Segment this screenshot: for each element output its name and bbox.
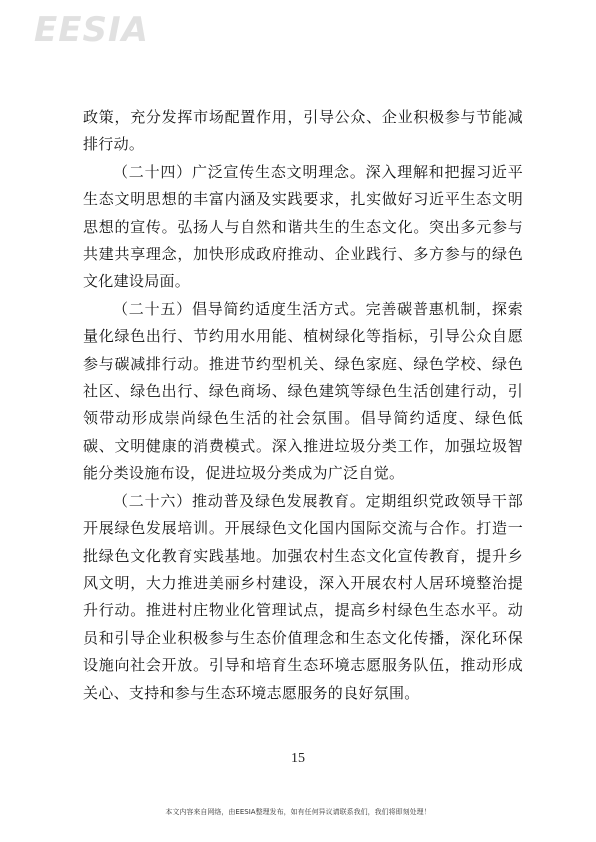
paragraph-24: （二十四）广泛宣传生态文明理念。深入理解和把握习近平生态文明思想的丰富内涵及实践要求，扎实做好习近平生态文明思想的宣传。弘扬人与自然和谐共生的生态文化。突出多元参与共建共享理念，加快形成政府推动、企业践行、多方参与的绿色文化建设局面。 [83, 162, 523, 291]
paragraph-25: （二十五）倡导简约适度生活方式。完善碳普惠机制，探索量化绿色出行、节约用水用能、植树绿化等指标，引导公众自愿参与碳减排行动。推进节约型机关、绿色家庭、绿色学校、绿色社区、绿色出行、绿色商场、绿色建筑等绿色生活创建行动，引领带动形成崇尚绿色生活的社会氛围。倡导简约适度、绿色低碳、文明健康的消费模式。深入推进垃圾分类工作，加强垃圾智能分类设施布设，促进垃圾分类成为广泛自觉。 [83, 299, 523, 483]
page-number: 15 [291, 751, 305, 766]
paragraph-continuation: 政策，充分发挥市场配置作用，引导公众、企业积极参与节能减排行动。 [83, 108, 523, 154]
footer-disclaimer: 本文内容来自网络，由EESIA整理发布，如有任何异议请联系我们，我们将即刻处理！ [165, 808, 431, 816]
eesia-logo: EESIA [34, 10, 149, 50]
paragraph-26: （二十六）推动普及绿色发展教育。定期组织党政领导干部开展绿色发展培训。开展绿色文化国内国际交流与合作。打造一批绿色文化教育实践基地。加强农村生态文化宣传教育，提升乡风文明，大力推进美丽乡村建设，深入开展农村人居环境整治提升行动。推进村庄物业化管理试点，提高乡村绿色生态水平。动员和引导企业积极参与生态价值理念和生态文化传播，深化环保设施向社会开放。引导和培育生态环境志愿服务队伍，推动形成关心、支持和参与生态环境志愿服务的良好氛围。 [83, 491, 523, 702]
document-body [83, 104, 523, 707]
